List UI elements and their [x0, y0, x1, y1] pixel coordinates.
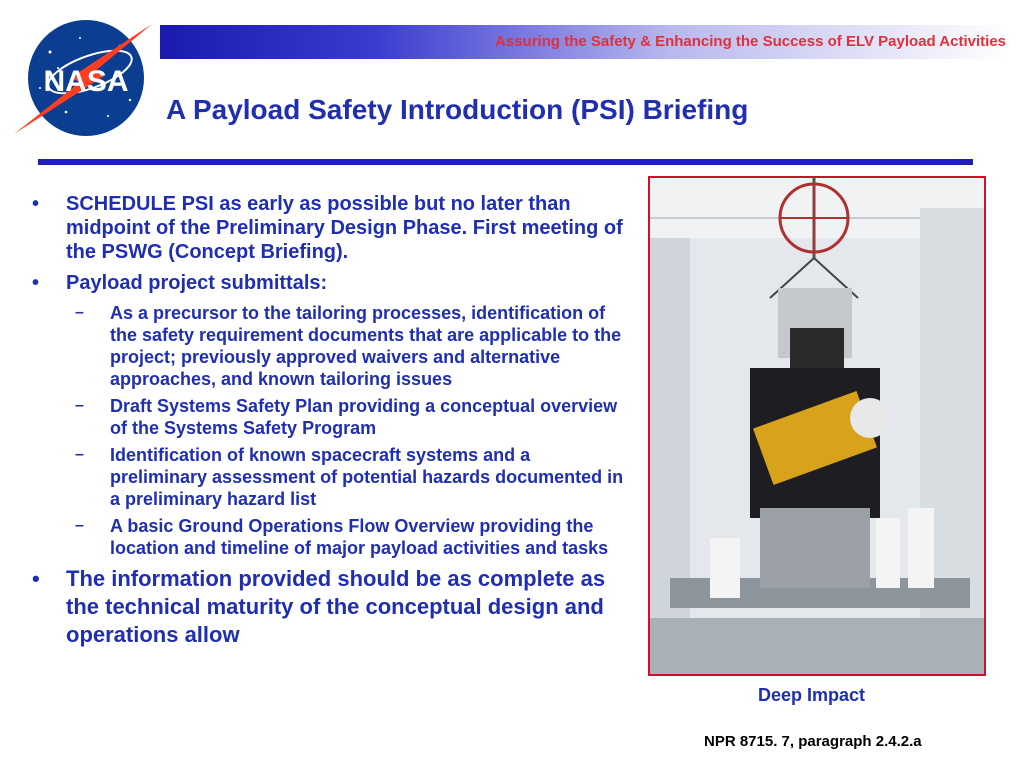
bullet-text: The information provided should be as complete as the technical maturity of the conceptual design and operations allow	[66, 566, 606, 647]
bullet-text: SCHEDULE PSI as early as possible but no later than midpoint of the Preliminary Design Phase. First meeting of the PSWG (Concept Briefing).	[66, 193, 623, 263]
sub-bullet-text: A basic Ground Operations Flow Overview providing the location and timeline of major payload activities and tasks	[110, 516, 609, 558]
bullet-marker: •	[32, 193, 40, 215]
bullet-item	[28, 192, 628, 264]
sub-bullet-marker: –	[75, 304, 84, 321]
sub-bullet-marker: –	[75, 446, 84, 463]
bullet-item	[28, 271, 628, 295]
bullet-text: Payload project submittals:	[66, 272, 328, 294]
sub-bullet-text: Draft Systems Safety Plan providing a conceptual overview of the Systems Safety Program	[110, 396, 618, 438]
nasa-logo	[10, 16, 160, 136]
sub-bullet-item	[28, 515, 628, 559]
bullet-item	[28, 565, 628, 649]
title-divider	[38, 159, 973, 165]
logo-wordmark: NASA	[43, 65, 129, 98]
sub-bullet-item	[28, 395, 628, 439]
sub-bullet-item	[28, 302, 628, 390]
sub-bullet-text: As a precursor to the tailoring processes, identification of the safety requirement documents that are applicable to the project; previously approved waivers and alternative approaches, and known tailoring issues	[110, 303, 622, 389]
deep-impact-spacecraft-image	[650, 178, 984, 674]
sub-bullet-marker: –	[75, 517, 84, 534]
bullet-marker: •	[32, 566, 40, 591]
sub-bullet-marker: –	[75, 397, 84, 414]
bullet-list	[28, 192, 628, 656]
spacecraft-photo	[648, 176, 986, 676]
bullet-marker: •	[32, 272, 40, 294]
tagline: Assuring the Safety & Enhancing the Success of ELV Payload Activities	[495, 33, 1006, 50]
page-title: A Payload Safety Introduction (PSI) Briefing	[166, 94, 749, 125]
sub-bullet-text: Identification of known spacecraft systems and a preliminary assessment of potential hazards documented in a preliminary hazard list	[110, 445, 624, 509]
sub-bullet-item	[28, 444, 628, 510]
photo-caption: Deep Impact	[758, 685, 866, 705]
reference-note: NPR 8715. 7, paragraph 2.4.2.a	[704, 733, 922, 750]
